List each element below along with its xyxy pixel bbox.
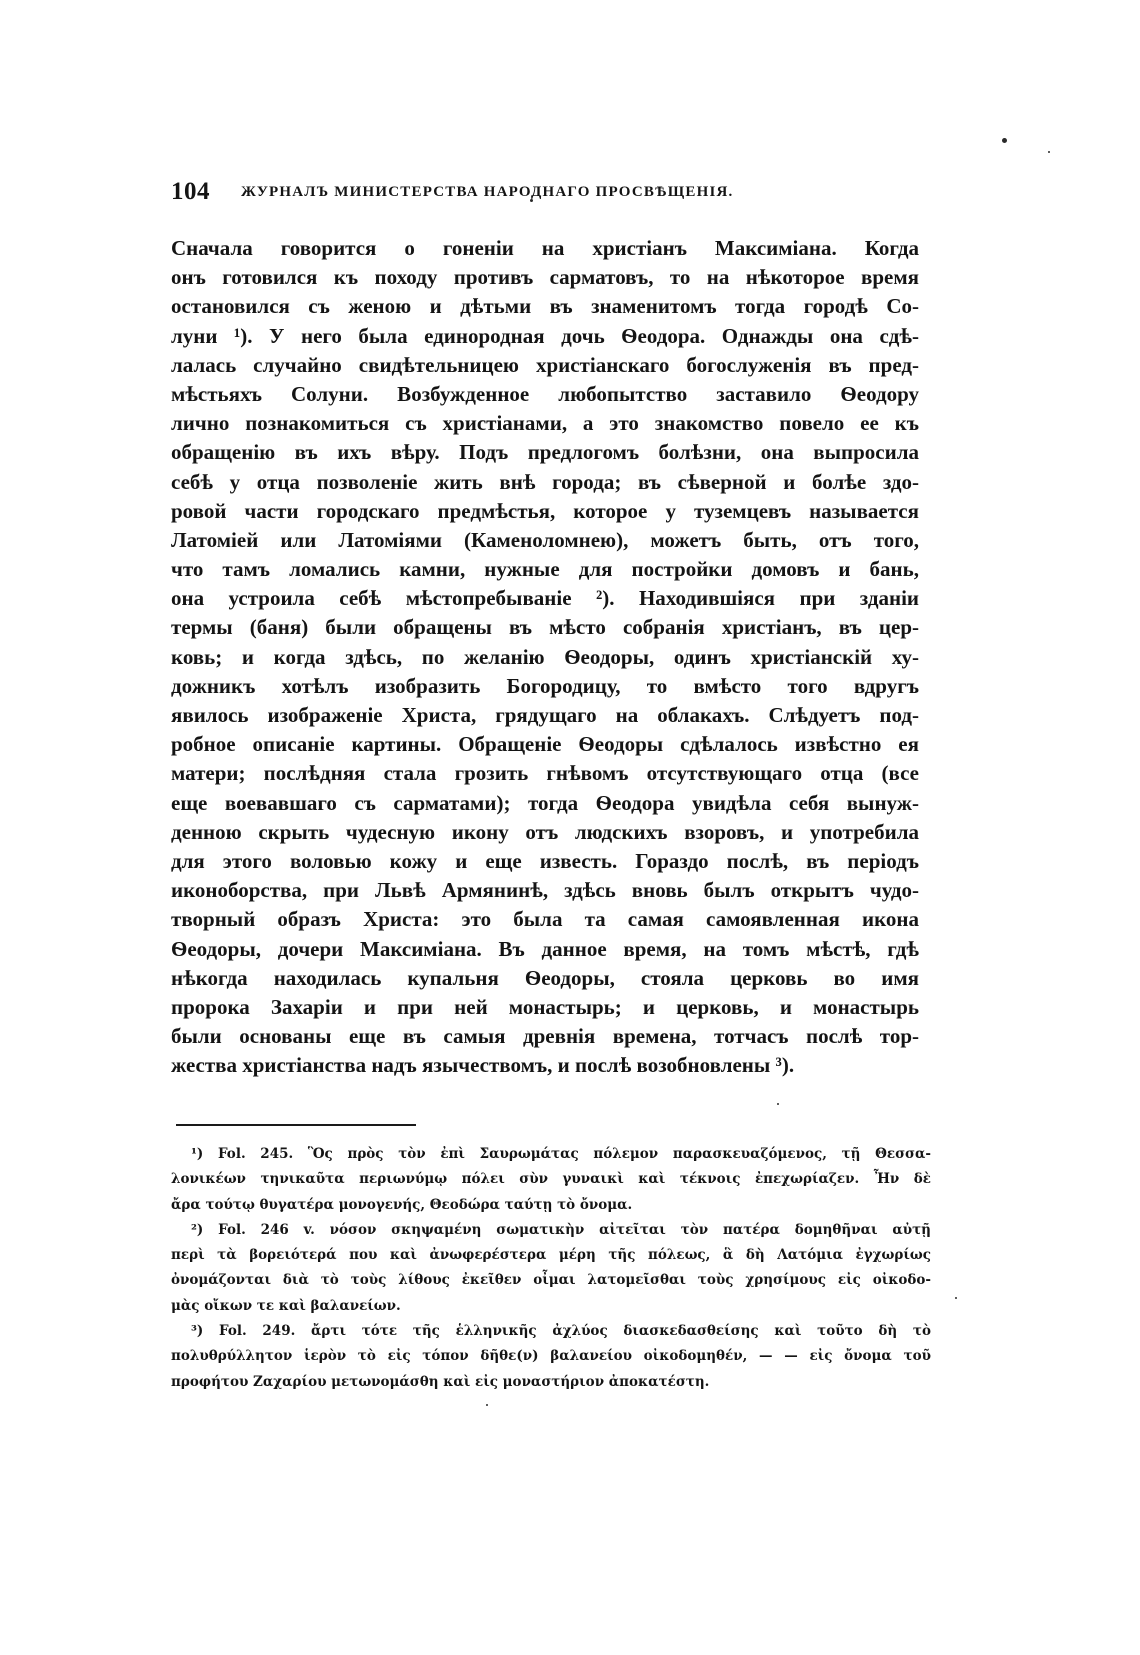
footnote-line: ὀνομάζονται διὰ τὸ τοὺς λίθους ἐκεῖθεν οἶμαι λατομεῖσθαι τοὺς χρησίμους εἰς οἰκοδο- <box>171 1272 931 1289</box>
footnote-line: ἄρα τούτῳ θυγατέρα μονογενής, Θεοδώρα ταύτῃ τὸ ὄνομα. <box>171 1196 633 1213</box>
text-line: остановился съ женою и дѣтьми въ знаменитомъ тогда городѣ Со- <box>171 294 919 319</box>
footnote-separator <box>176 1124 416 1126</box>
footnote-line: περὶ τὰ βορειότερά που καὶ ἀνωφερέστερα μέρη τῆς πόλεως, ἃ δὴ Λατόμια ἐγχωρίως <box>171 1247 931 1264</box>
running-title: ЖУРНАЛЪ МИНИСТЕРСТВА НАРОДНАГО ПРОСВѢЩЕНІЯ. <box>241 184 734 200</box>
footnote-2 <box>171 1218 931 1319</box>
footnote-line: ³) Fol. 249. ἄρτι τότε τῆς ἑλληνικῆς ἀχλύος διασκεδασθείσης καὶ τοῦτο δὴ τὸ <box>191 1323 931 1340</box>
text-line: Ѳеодоры, дочери Максиміана. Въ данное время, на томъ мѣстѣ, гдѣ <box>171 936 919 961</box>
text-line: ровой части городскаго предмѣстья, которое у туземцевъ называется <box>171 498 919 523</box>
text-line: жества христіанства надъ язычествомъ, и послѣ возобновлены ³). <box>171 1053 795 1078</box>
text-line: творный образъ Христа: это была та самая самоявленная икона <box>171 907 919 932</box>
footnote-line: ¹) Fol. 245. Ὃς πρὸς τὸν ἐπὶ Σαυρωμάτας πόλεμον παρασκευαζόμενος, τῇ Θεσσα- <box>191 1146 931 1162</box>
text-line: Сначала говорится о гоненіи на христіанъ Максиміана. Когда <box>171 236 919 260</box>
text-line: лично познакомиться съ христіанами, а это знакомство повело ее къ <box>171 411 919 436</box>
footnotes <box>171 1142 931 1395</box>
text-line: Латоміей или Латоміями (Каменоломнею), можетъ быть, отъ того, <box>171 527 919 552</box>
text-line: ковь; и когда здѣсь, по желанію Ѳеодоры, одинъ христіанскій ху- <box>171 644 919 669</box>
footnote-3 <box>171 1319 931 1395</box>
footnote-line: ²) Fol. 246 v. νόσον σκηψαμένη σωματικὴν αἰτεῖται τὸν πατέρα δομηθῆναι αὐτῇ <box>191 1221 931 1238</box>
footnote-line: λονικέων τηνικαῦτα περιωνύμῳ πόλει σὺν γυναικὶ καὶ τέκνοις ἐπεχωρίαζεν. Ἦν δὲ <box>171 1171 931 1188</box>
text-line: матери; послѣдняя стала грозить гнѣвомъ отсутствующаго отца (все <box>171 761 919 786</box>
text-line: явилось изображеніе Христа, грядущаго на облакахъ. Слѣдуетъ под- <box>171 703 919 727</box>
text-line: она устроила себѣ мѣстопребываніе ²). Находившіяся при зданіи <box>171 586 919 611</box>
text-line: были основаны еще въ самыя древнія времена, тотчасъ послѣ тор- <box>171 1024 919 1049</box>
text-line: еще воевавшаго съ сарматами); тогда Ѳеодора увидѣла себя вынуж- <box>171 790 919 815</box>
footnote-line: μὰς οἴκων τε καὶ βαλανείων. <box>171 1297 401 1314</box>
page-header <box>171 176 931 210</box>
text-line: термы (баня) были обращены въ мѣсто собранія христіанъ, въ цер- <box>171 615 919 640</box>
footnote-line: προφήτου Ζαχαρίου μετωνομάσθη καὶ εἰς μοναστήριον ἀποκατέστη. <box>171 1373 710 1390</box>
footnote-line: πολυθρύλλητον ἱερὸν τὸ εἰς τόπον δῆθε(ν) βαλανείου οἰκοδομηθέν, — — εἰς ὄνομα τοῦ <box>171 1348 931 1365</box>
text-line: нѣкогда находилась купальня Ѳеодоры, стояла церковь во имя <box>171 965 919 990</box>
text-line: робное описаніе картины. Обращеніе Ѳеодоры сдѣлалось извѣстно ея <box>171 732 919 757</box>
text-line: для этого воловью кожу и еще известь. Гораздо послѣ, въ періодъ <box>171 848 919 873</box>
text-line: пророка Захаріи и при ней монастырь; и церковь, и монастырь <box>171 994 919 1019</box>
text-line: что тамъ ломались камни, нужные для постройки домовъ и бань, <box>171 557 919 582</box>
text-line: денною скрыть чудесную икону отъ людскихъ взоровъ, и употребила <box>171 819 919 844</box>
text-line: лалась случайно свидѣтельницею христіанскаго богослуженія въ пред- <box>171 352 919 377</box>
text-line: обращенію въ ихъ вѣру. Подъ предлогомъ болѣзни, она выпросила <box>171 440 919 465</box>
text-line: мѣстьяхъ Солуни. Возбужденное любопытство заставило Ѳеодору <box>171 381 919 406</box>
text-line: иконоборства, при Львѣ Армянинѣ, здѣсь вновь былъ открытъ чудо- <box>171 878 919 903</box>
footnote-1 <box>171 1142 931 1218</box>
text-line: себѣ у отца позволеніе жить внѣ города; въ сѣверной и болѣе здо- <box>171 469 919 494</box>
text-line: дожникъ хотѣлъ изобразить Богородицу, то вмѣсто того вдругъ <box>171 673 919 698</box>
main-paragraph <box>171 234 919 1080</box>
page-number: 104 <box>171 178 210 205</box>
text-line: онъ готовился къ походу противъ сарматовъ, то на нѣкоторое время <box>171 265 919 290</box>
text-line: луни ¹). У него была единородная дочь Ѳеодора. Однажды она сдѣ- <box>171 323 919 348</box>
